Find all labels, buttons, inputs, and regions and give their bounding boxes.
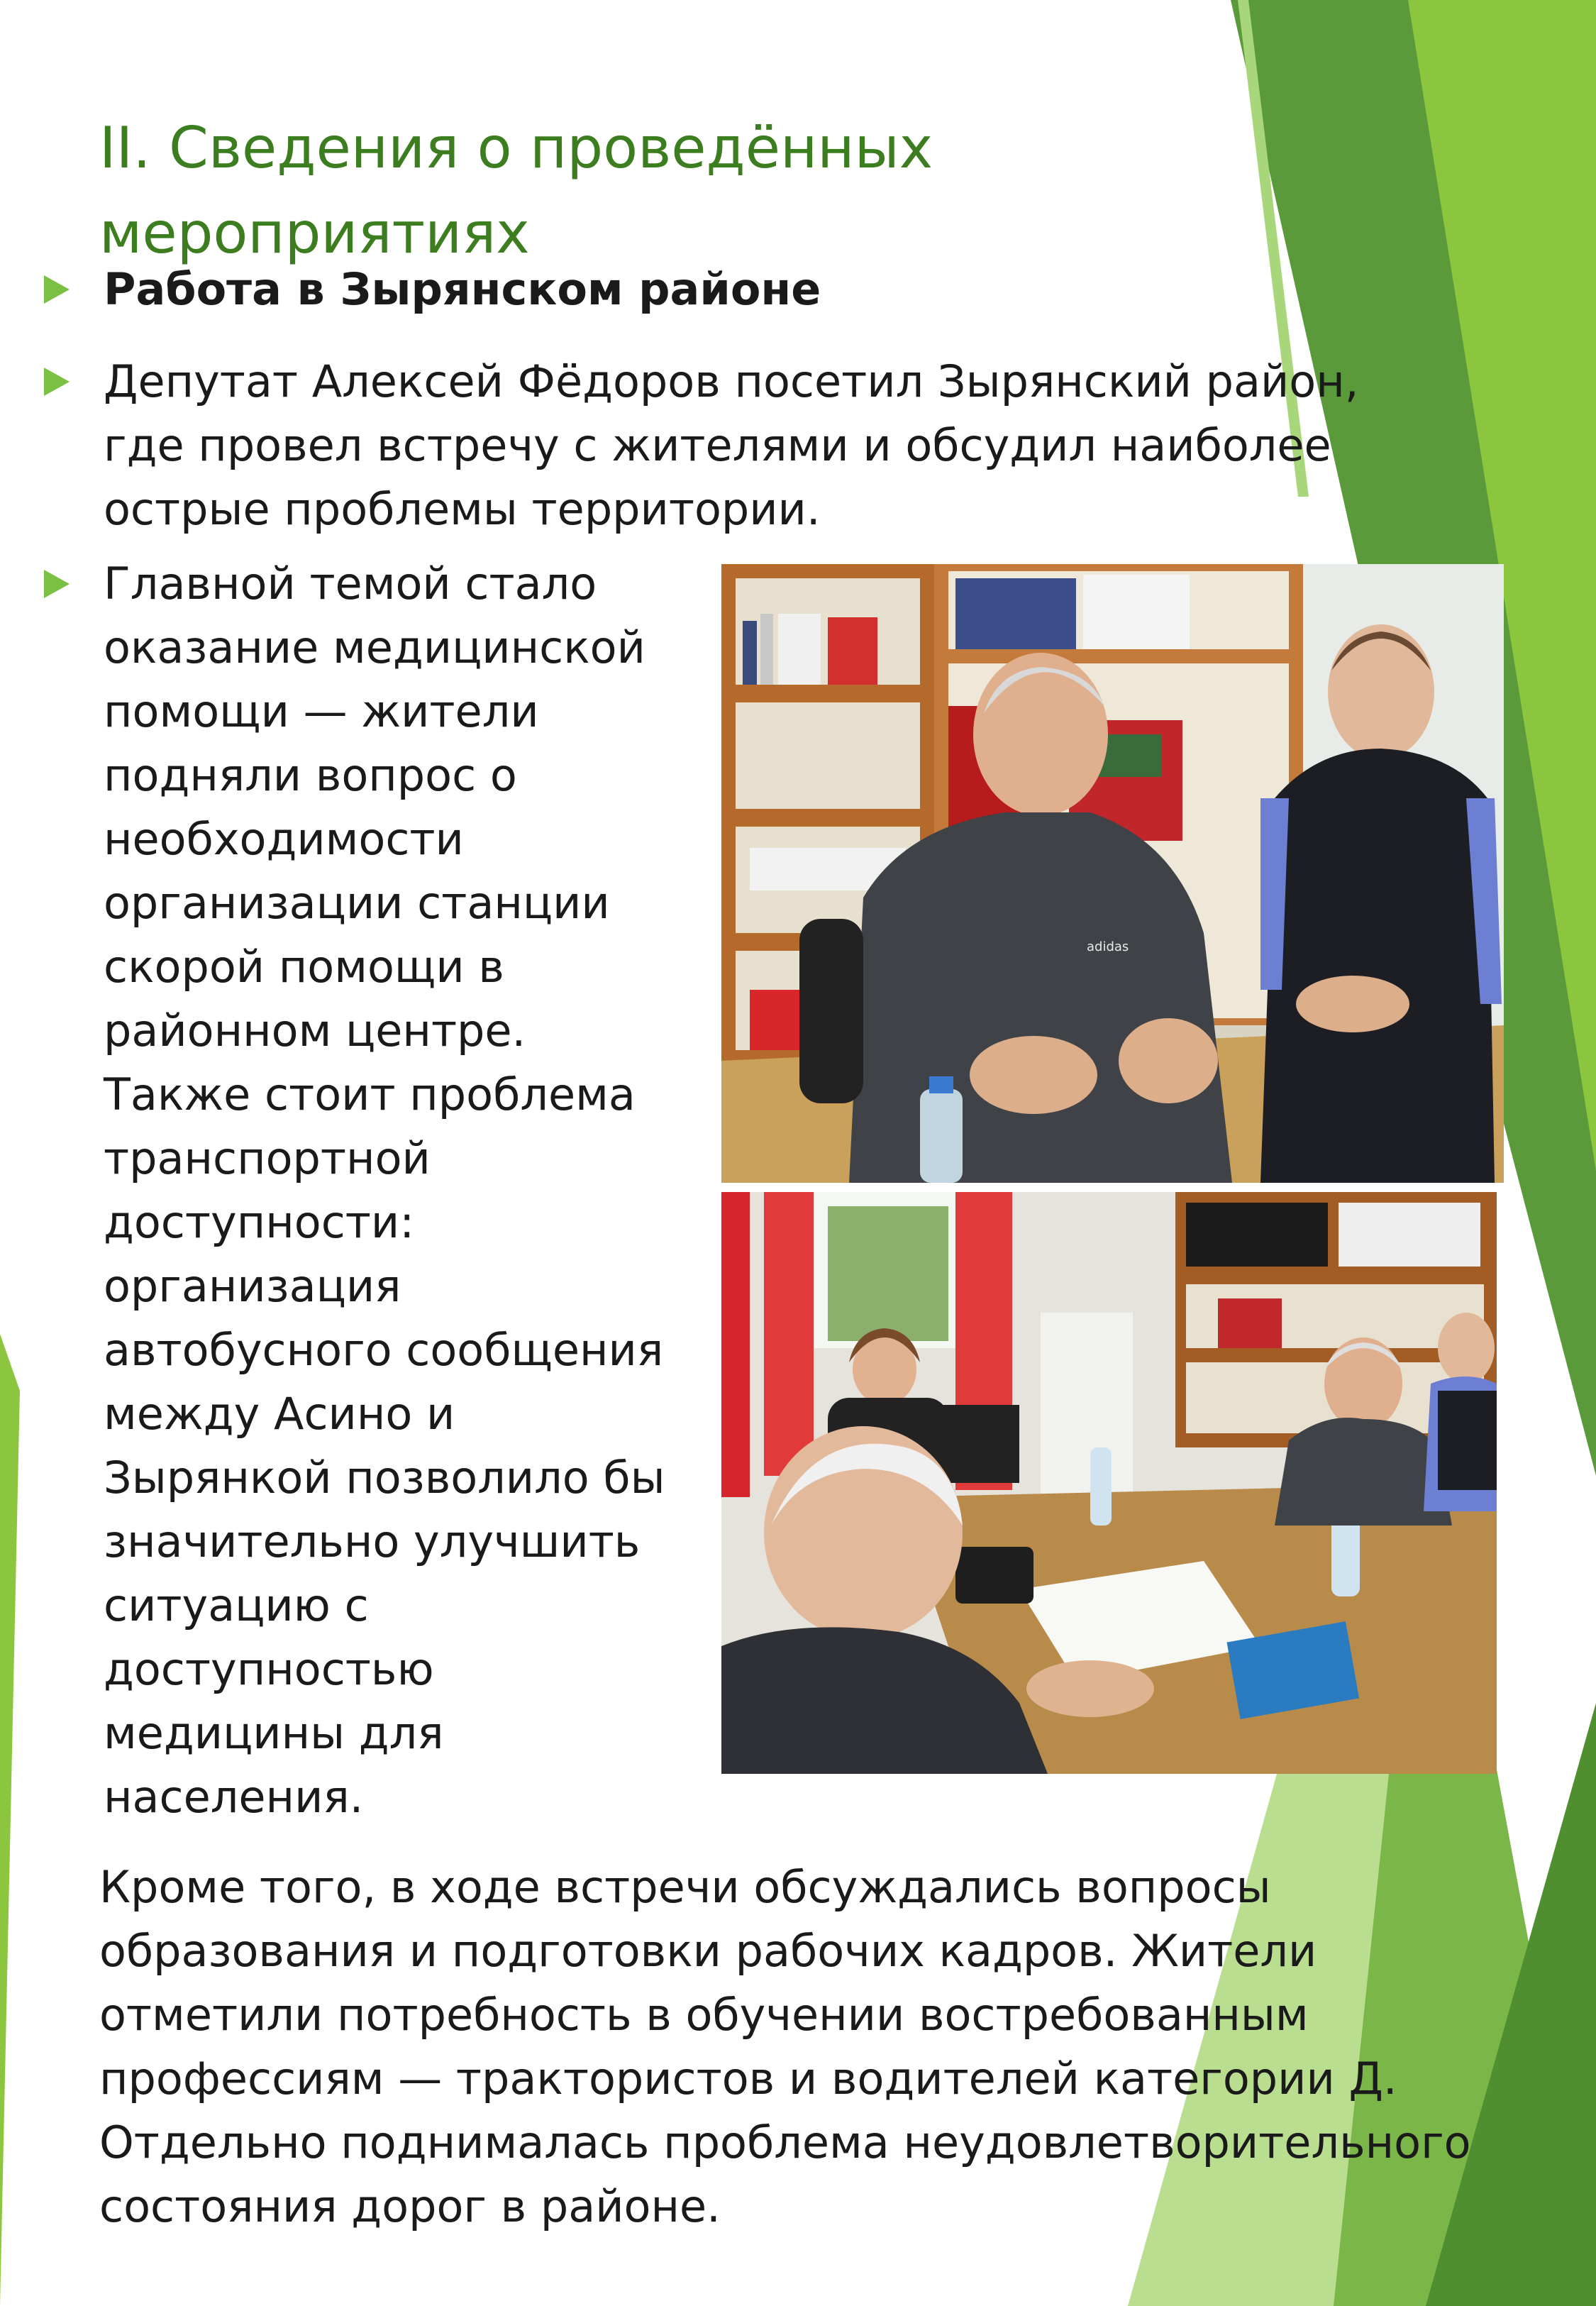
text-line: значительно улучшить	[104, 1516, 641, 1567]
triangle-right-icon	[44, 368, 70, 396]
text-line: Кроме того, в ходе встречи обсуждались вопросы	[99, 1861, 1271, 1913]
photo-illustration	[721, 1192, 1497, 1774]
text-line: Отдельно поднималась проблема неудовлетворительного	[99, 2117, 1471, 2168]
meeting-photo-1	[721, 564, 1504, 1183]
meeting-photo-2	[721, 1192, 1497, 1774]
deco-left-strip	[0, 1334, 20, 2306]
closing-paragraph	[99, 1855, 1471, 2239]
text-line: Зырянкой позволило бы	[104, 1452, 665, 1504]
page-title	[99, 106, 1163, 276]
text-line: Депутат Алексей Фёдоров посетил Зырянский район,	[104, 355, 1359, 407]
shirt-logo: adidas	[1087, 939, 1129, 954]
title-line: мероприятиях	[99, 199, 530, 266]
text-line: автобусного сообщения	[104, 1324, 664, 1376]
text-line: скорой помощи в	[104, 941, 504, 993]
text-line: необходимости	[104, 813, 464, 865]
text-line: острые проблемы территории.	[104, 483, 821, 535]
text-line: профессиям — трактористов и водителей категории Д.	[99, 2053, 1397, 2104]
text-line: где провел встречу с жителями и обсудил наиболее	[104, 419, 1331, 471]
section-heading-text: Работа в Зырянском районе	[104, 263, 821, 315]
intro-text	[104, 350, 1358, 541]
main-text	[104, 552, 665, 1829]
text-line: отметили потребность в обучении востребованным	[99, 1989, 1309, 2041]
text-line: Также стоит проблема	[104, 1069, 636, 1120]
text-line: состояния дорог в районе.	[99, 2180, 721, 2232]
text-line: районном центре.	[104, 1005, 526, 1057]
text-line: помощи — жители	[104, 685, 539, 737]
text-line: ситуацию с	[104, 1579, 369, 1631]
text-line: медицины для	[104, 1707, 444, 1759]
text-line: организация	[104, 1260, 401, 1312]
text-line: населения.	[104, 1771, 364, 1823]
triangle-right-icon	[44, 570, 70, 598]
triangle-right-icon	[44, 275, 70, 304]
text-line: образования и подготовки рабочих кадров. Жители	[99, 1925, 1317, 1977]
text-line: транспортной	[104, 1132, 431, 1184]
text-line: доступностью	[104, 1643, 434, 1695]
title-line: II. Сведения о проведённых	[99, 114, 933, 181]
text-line: подняли вопрос о	[104, 749, 517, 801]
section-heading	[104, 258, 821, 321]
text-line: организации станции	[104, 877, 610, 929]
text-line: Главной темой стало	[104, 558, 597, 609]
text-line: между Асино и	[104, 1388, 455, 1440]
text-line: доступности:	[104, 1196, 415, 1248]
text-line: оказание медицинской	[104, 622, 645, 673]
photo-illustration	[721, 564, 1504, 1183]
